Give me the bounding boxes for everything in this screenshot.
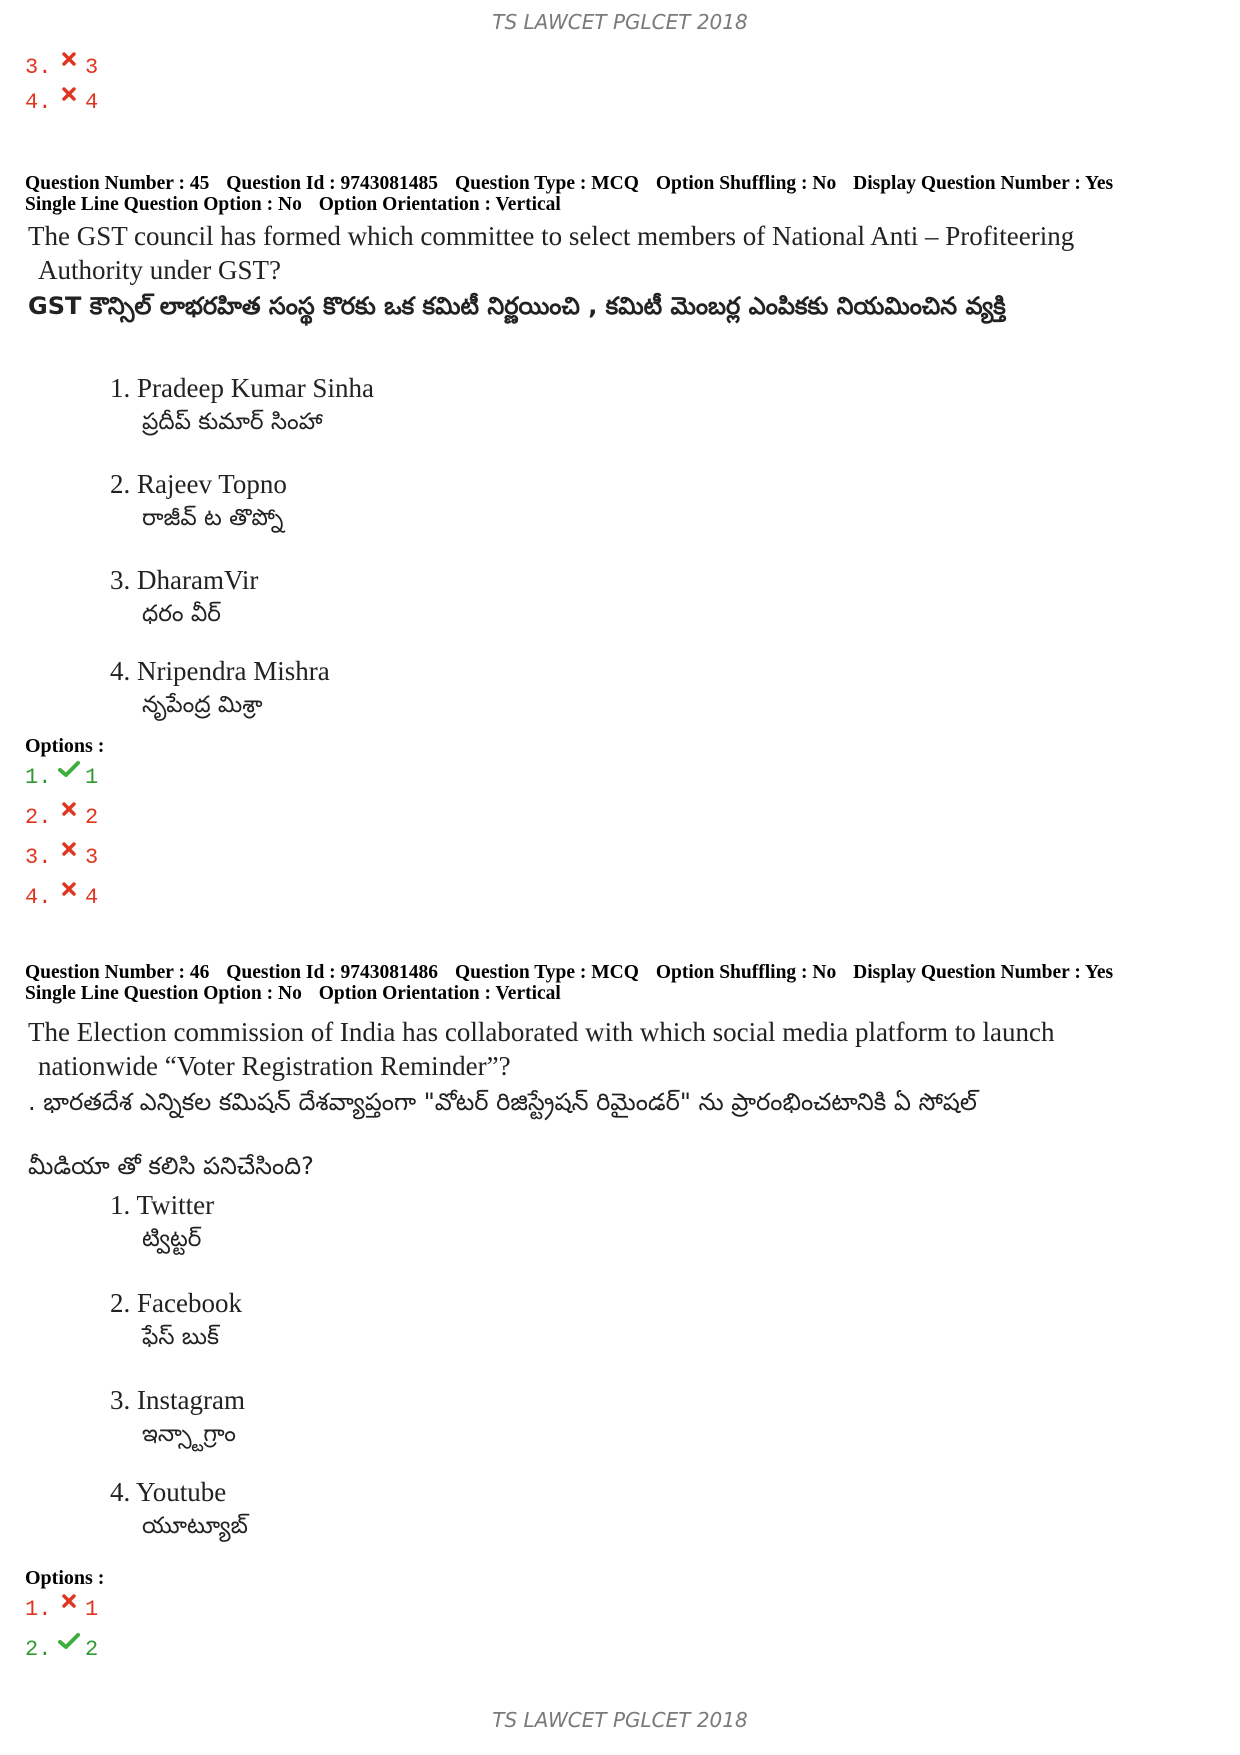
question-telugu-line: మీడియా తో కలిసి పనిచేసింది? <box>28 1152 314 1180</box>
q46-question-telugu <box>28 1076 1208 1192</box>
option-number: 1. <box>25 764 52 790</box>
single-line-option: Single Line Question Option : No <box>25 983 302 1004</box>
question-number: Question Number : 45 <box>25 173 210 194</box>
choice-telugu: రాజీవ్ ట తొప్నో <box>142 505 284 531</box>
q46-option-2 <box>25 1634 98 1664</box>
option-number: 3. <box>25 844 52 870</box>
cross-icon <box>55 87 83 101</box>
q45-option-4 <box>25 882 98 912</box>
question-type: Question Type : MCQ <box>454 173 639 194</box>
choice-telugu: ఫేస్ బుక్ <box>142 1324 220 1350</box>
choice-telugu: యూట్యూబ్ <box>142 1513 248 1539</box>
q46-choice-4 <box>110 1476 248 1544</box>
option-value: 3 <box>85 844 99 870</box>
check-icon <box>55 1632 83 1650</box>
cross-icon <box>55 802 83 816</box>
question-line: The GST council has formed which committee to select members of National Anti – Profiteering <box>28 221 1075 251</box>
question-id: Question Id : 9743081485 <box>226 173 439 194</box>
page-header: TS LAWCET PGLCET 2018 <box>492 10 748 34</box>
question-id: Question Id : 9743081486 <box>226 962 439 983</box>
question-line: nationwide “Voter Registration Reminder”? <box>38 1051 511 1081</box>
option-value: 1 <box>85 764 99 790</box>
option-number: 3. <box>25 54 52 80</box>
question-line: Authority under GST? <box>38 255 281 285</box>
choice-english: 1. Twitter <box>110 1190 215 1220</box>
option-shuffling: Option Shuffling : No <box>655 962 837 983</box>
choice-english: 4. Youtube <box>110 1477 227 1507</box>
q45-choice-1 <box>110 372 374 440</box>
single-line-option: Single Line Question Option : No <box>25 194 302 215</box>
cross-icon <box>55 882 83 896</box>
prev-option-4 <box>25 87 98 117</box>
option-number: 2. <box>25 1636 52 1662</box>
choice-english: 2. Facebook <box>110 1288 242 1318</box>
option-shuffling: Option Shuffling : No <box>655 173 837 194</box>
option-number: 4. <box>25 89 52 115</box>
q46-option-1 <box>25 1594 98 1624</box>
q45-options-label: Options : <box>25 735 105 757</box>
option-number: 4. <box>25 884 52 910</box>
option-number: 2. <box>25 804 52 830</box>
question-type: Question Type : MCQ <box>454 962 639 983</box>
option-value: 3 <box>85 54 99 80</box>
page-footer: TS LAWCET PGLCET 2018 <box>492 1708 748 1732</box>
prev-option-3 <box>25 52 98 82</box>
option-orientation: Option Orientation : Vertical <box>318 983 561 1004</box>
choice-telugu: నృపేంద్ర మిశ్రా <box>142 692 263 718</box>
q45-option-1 <box>25 762 98 792</box>
option-value: 4 <box>85 89 99 115</box>
q45-meta <box>25 173 1225 215</box>
option-value: 2 <box>85 804 99 830</box>
question-telugu-line: . భారతదేశ ఎన్నికల కమిషన్ దేశవ్యాప్తంగా "వోటర్ రిజిస్ట్రేషన్ రిమైండర్" ను ప్రారంభించటానికి ఏ సోషల్ <box>28 1088 977 1116</box>
q45-question-telugu: GST కౌన్సిల్ లాభరహిత సంస్థ కొరకు ఒక కమిటీ నిర్ణయించి , కమిటీ మెంబర్ల ఎంపికకు నియమించిన వ్యక్తి <box>28 292 1006 320</box>
option-value: 1 <box>85 1596 99 1622</box>
q45-question-text <box>28 219 1188 287</box>
q46-choice-1 <box>110 1189 214 1257</box>
q45-option-3 <box>25 842 98 872</box>
q46-meta <box>25 962 1225 1004</box>
option-value: 2 <box>85 1636 99 1662</box>
option-value: 4 <box>85 884 99 910</box>
q46-question-text <box>28 1015 1188 1083</box>
display-question-number: Display Question Number : Yes <box>853 962 1114 983</box>
choice-english: 1. Pradeep Kumar Sinha <box>110 373 374 403</box>
choice-english: 3. DharamVir <box>110 565 259 595</box>
choice-english: 4. Nripendra Mishra <box>110 656 330 686</box>
q45-choice-3 <box>110 564 258 632</box>
choice-english: 2. Rajeev Topno <box>110 469 287 499</box>
cross-icon <box>55 842 83 856</box>
choice-telugu: ప్రదీప్ కుమార్ సింహా <box>142 409 323 435</box>
question-line: The Election commission of India has collaborated with which social media platform to launch <box>28 1017 1055 1047</box>
option-orientation: Option Orientation : Vertical <box>318 194 561 215</box>
q45-choice-2 <box>110 468 287 536</box>
q45-choice-4 <box>110 655 330 723</box>
choice-telugu: ధరం వీర్ <box>142 601 221 627</box>
choice-telugu: ఇన్స్టాగ్రాం <box>142 1421 236 1447</box>
q46-options-label: Options : <box>25 1567 105 1589</box>
choice-english: 3. Instagram <box>110 1385 245 1415</box>
cross-icon <box>55 1594 83 1608</box>
check-icon <box>55 760 83 778</box>
option-number: 1. <box>25 1596 52 1622</box>
cross-icon <box>55 52 83 66</box>
q46-choice-3 <box>110 1384 245 1452</box>
q45-option-2 <box>25 802 98 832</box>
display-question-number: Display Question Number : Yes <box>853 173 1114 194</box>
q46-choice-2 <box>110 1287 242 1355</box>
choice-telugu: ట్విట్టర్ <box>142 1226 202 1252</box>
question-number: Question Number : 46 <box>25 962 210 983</box>
